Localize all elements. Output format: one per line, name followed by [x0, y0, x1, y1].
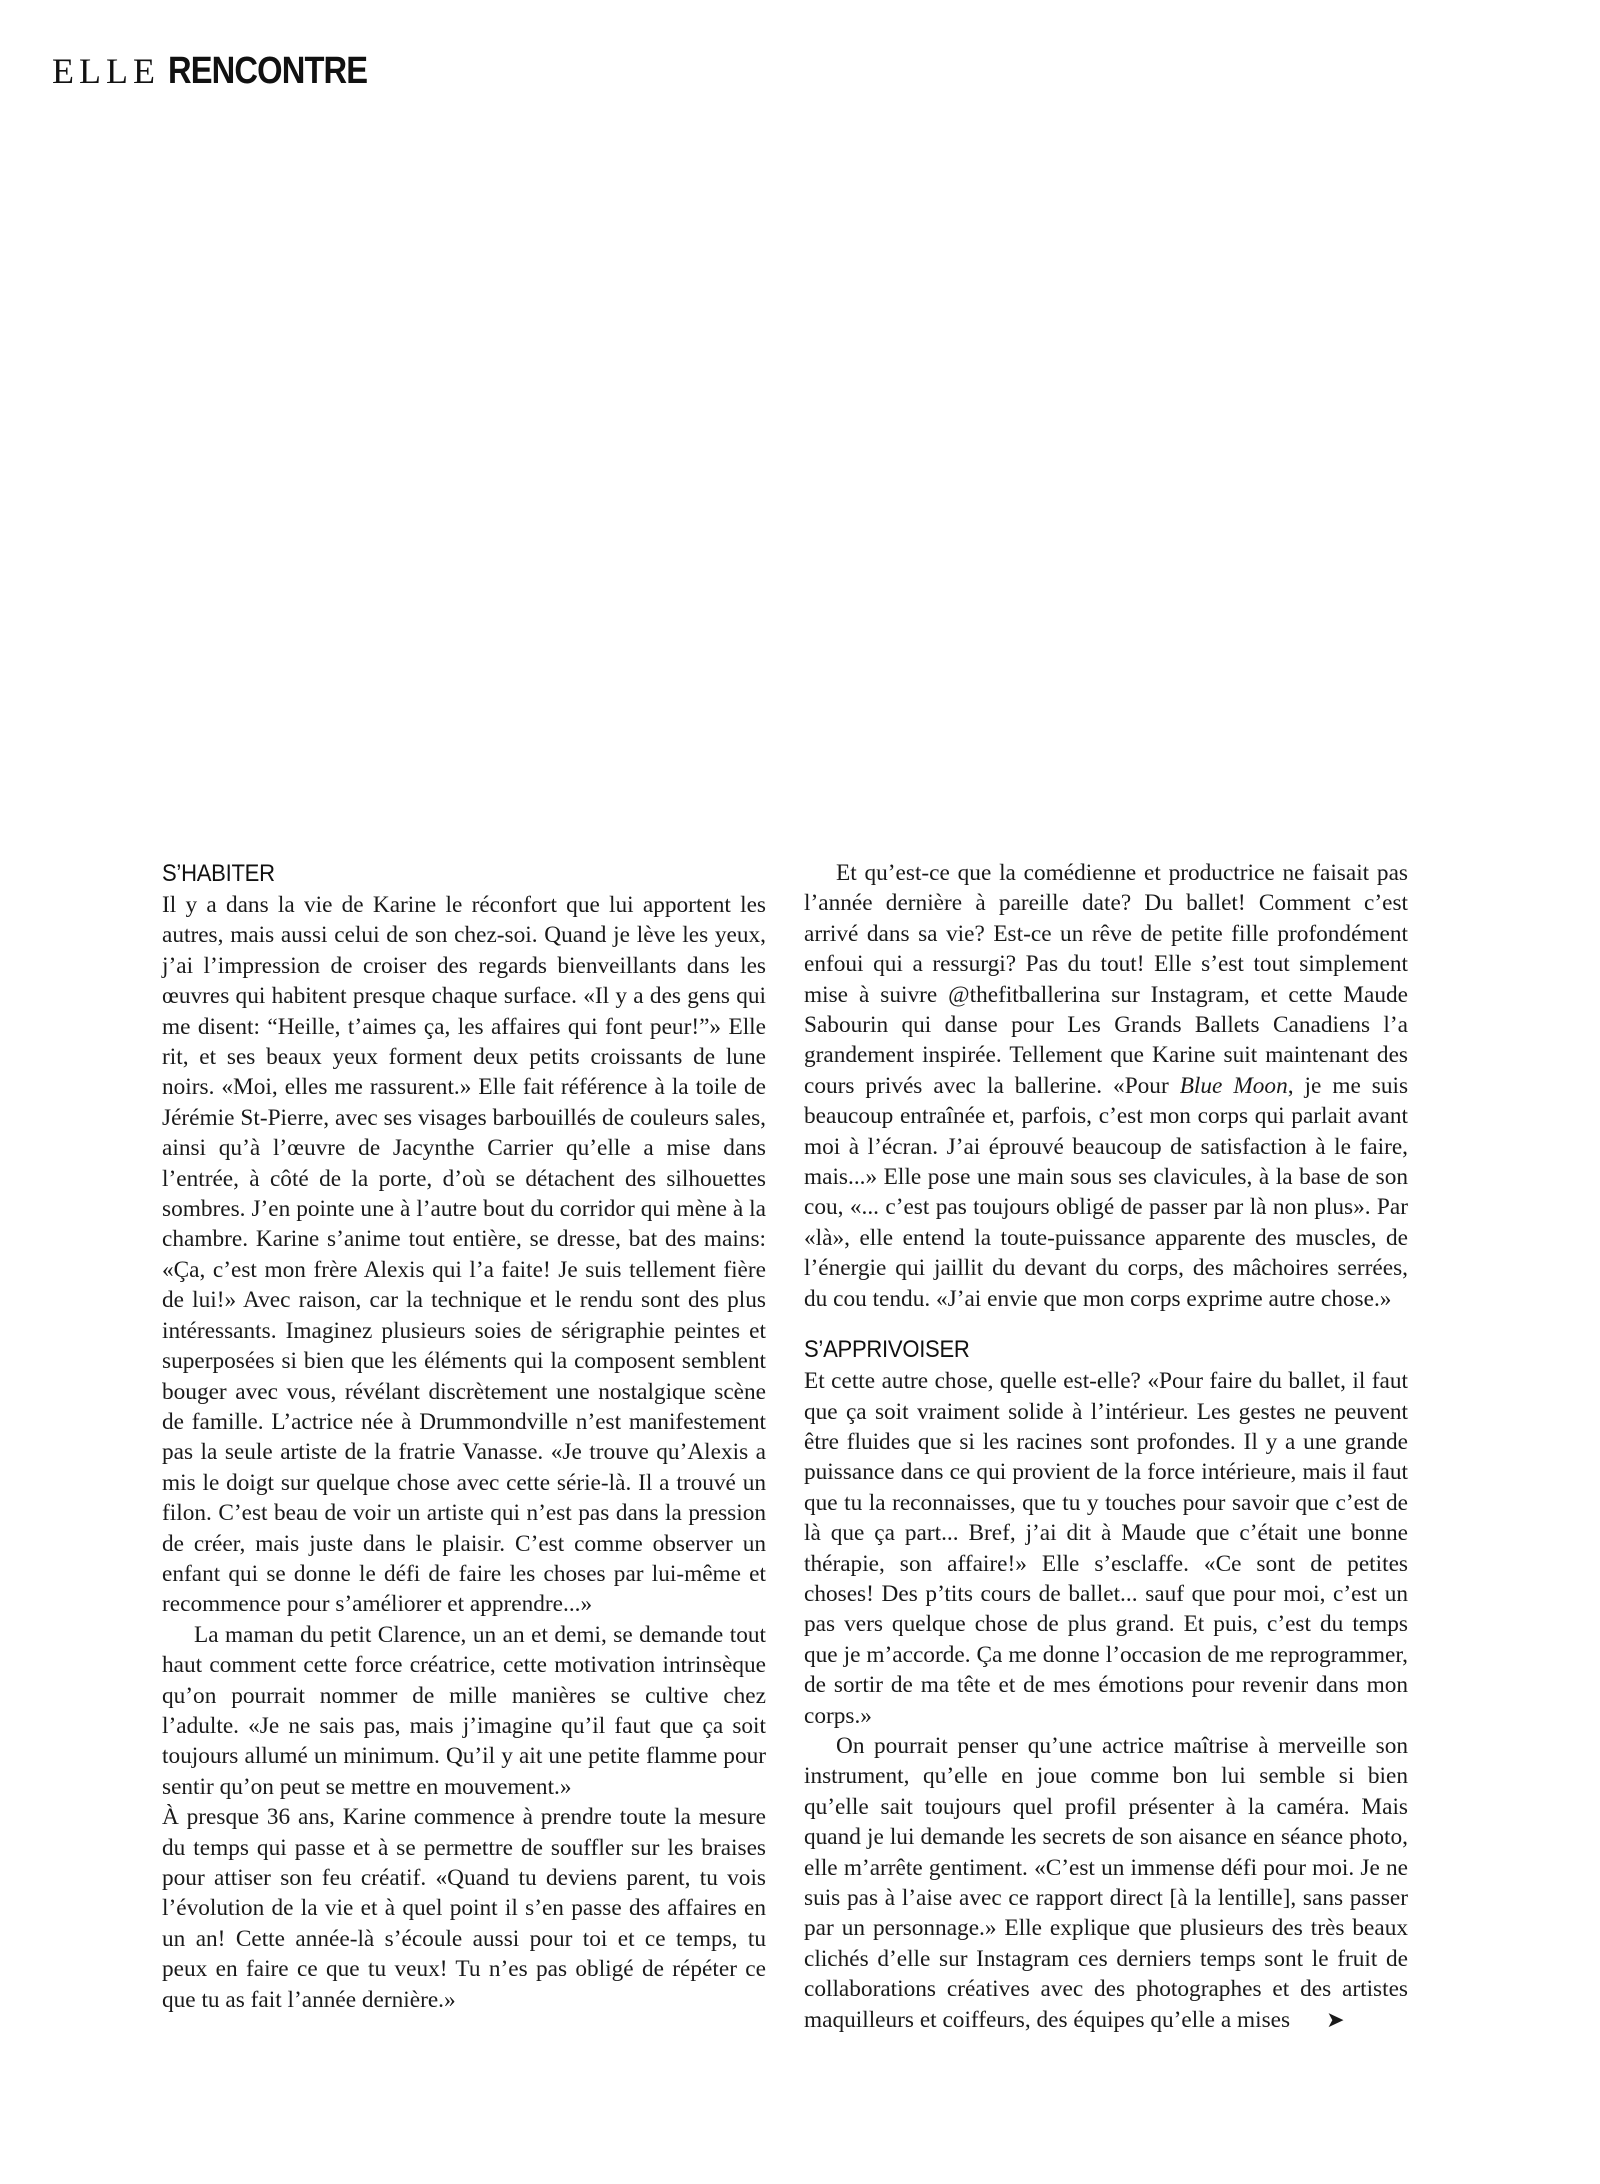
paragraph	[804, 1731, 1408, 2036]
subhead-sapprivoiser: S’APPRIVOISER	[804, 1336, 970, 1364]
magazine-logo: ELLE	[52, 51, 160, 91]
paragraph: La maman du petit Clarence, un an et demi, se demande tout haut comment cette force créatrice, cette motivation intrinsèque qu’on pourrait nommer de mille manières se cultive chez l’adulte. «Je ne sais pas, mais j’imagine qu’il faut que ça soit toujours allumé un minimum. Qu’il y ait une petite flamme pour sentir qu’on peut se mettre en mouvement.»	[162, 1621, 766, 1800]
paragraph: Il y a dans la vie de Karine le réconfort que lui apportent les autres, mais aussi celui de son chez-soi. Quand je lève les yeux, j’ai l’impression de croiser des regards bienveillants dans les œuvres qui habitent presque chaque surface. «Il y a des gens qui me disent: “Heille, t’aimes ça, les affaires qui font peur!”» Elle rit, et ses beaux yeux forment deux petits croissants de lune noirs. «Moi, elles me rassurent.» Elle fait référence à la toile de Jérémie St-Pierre, avec ses visages barbouillés de couleurs sales, ainsi qu’à l’œuvre de Jacynthe Carrier qu’elle a mise dans l’entrée, à côté de la porte, d’où se détachent des silhouettes sombres. J’en pointe une à l’autre bout du corridor qui mène à la chambre. Karine s’anime tout entière, se dresse, bat des mains: «Ça, c’est mon frère Alexis qui l’a faite! Je suis tellement fière de lui!» Avec raison, car la technique et le rendu sont des plus intéressants. Imaginez plusieurs soies de sérigraphie peintes et superposées si bien que les éléments qui la composent semblent bouger avec vous, révélant discrètement une nostalgique scène de famille. L’actrice née à Drummondville n’est manifestement pas la seule artiste de la fratrie Vanasse. «Je trouve qu’Alexis a mis le doigt sur quelque chose avec cette série-là. Il a trouvé un filon. C’est beau de voir un artiste qui n’est pas dans la pression de créer, mais juste dans le plaisir. C’est comme observer un enfant qui se donne le défi de faire les choses par lui-même et recommence pour s’améliorer et apprendre...»	[162, 892, 766, 1618]
continue-arrow-icon: ➤	[1326, 2007, 1345, 2033]
text-run: , je me suis beaucoup entraînée et, parfois, c’est mon corps qui parlait avant moi à l’écran. J’ai éprouvé beaucoup de satisfaction à le faire, mais...» Elle pose une main sous ses clavicules, à la base de son cou, «... c’est pas toujours obligé de passer par là non plus». Par «là», elle entend la toute-puissance apparente des muscles, de l’énergie qui jaillit du devant du corps, des mâchoires serrées, du cou tendu. «J’ai envie que mon corps exprime autre chose.»	[804, 1072, 1409, 1312]
page-header	[52, 50, 400, 93]
text-run: Et qu’est-ce que la comédienne et productrice ne faisait pas l’année dernière à pareille date? Du ballet! Comment c’est arrivé dans sa vie? Est-ce un rêve de petite fille profondément enfoui qui a ressurgi? Pas du tout! Elle s’est tout simplement mise à suivre @thefitballerina sur Instagram, et cette Maude Sabourin qui danse pour Les Grands Ballets Canadiens l’a grandement inspirée. Tellement que Karine suit maintenant des cours privés avec la ballerine. «Pour	[804, 860, 1408, 1099]
section-label: RENCONTRE	[167, 50, 368, 92]
text-run: On pourrait penser qu’une actrice maîtrise à merveille son instrument, qu’elle en joue comme bon lui semble si bien qu’elle sait toujours quel profil présenter à la caméra. Mais quand je lui demande les secrets de son aisance en séance photo, elle m’arrête gentiment. «C’est un immense défi pour moi. Je ne suis pas à l’aise avec ce rapport direct [à la lentille], sans passer par un personnage.» Elle explique que plusieurs des très beaux clichés d’elle sur Instagram ces derniers temps sont le fruit de collaborations créatives avec des photographes et des artistes maquilleurs et coiffeurs, des équipes qu’elle a mises	[804, 1732, 1408, 2033]
paragraph	[804, 858, 1408, 1314]
article-column-left	[162, 858, 766, 2015]
subhead-shabiter: S’HABITER	[162, 860, 275, 887]
paragraph: À presque 36 ans, Karine commence à prendre toute la mesure du temps qui passe et à se permettre de souffler sur les braises pour attiser son feu créatif. «Quand tu deviens parent, tu vois l’évolution de la vie et à quel point il s’en passe des affaires en un an! Cette année-là s’écoule aussi pour toi et ce temps, tu peux en faire ce que tu veux! Tu n’es pas obligé de répéter ce que tu as fait l’année dernière.»	[162, 1804, 766, 2013]
article-column-right	[804, 858, 1408, 2036]
film-title: Blue Moon	[1179, 1072, 1288, 1099]
paragraph: Et cette autre chose, quelle est-elle? «Pour faire du ballet, il faut que ça soit vraiment solide à l’intérieur. Les gestes ne peuvent être fluides que si les racines sont profondes. Il y a une grande puissance dans ce qui provient de la force intérieure, mais il faut que tu la reconnaisses, que tu y touches pour savoir que c’est de là que ça part... Bref, j’ai dit à Maude que c’était une bonne thérapie, son affaire!» Elle s’esclaffe. «Ce sont de petites choses! Des p’tits cours de ballet... sauf que pour moi, c’est un pas vers quelque chose de plus grand. Et puis, c’est du temps que je m’accorde. Ça me donne l’occasion de me reprogrammer, de sortir de ma tête et de mes émotions pour revenir dans mon corps.»	[804, 1368, 1408, 1729]
